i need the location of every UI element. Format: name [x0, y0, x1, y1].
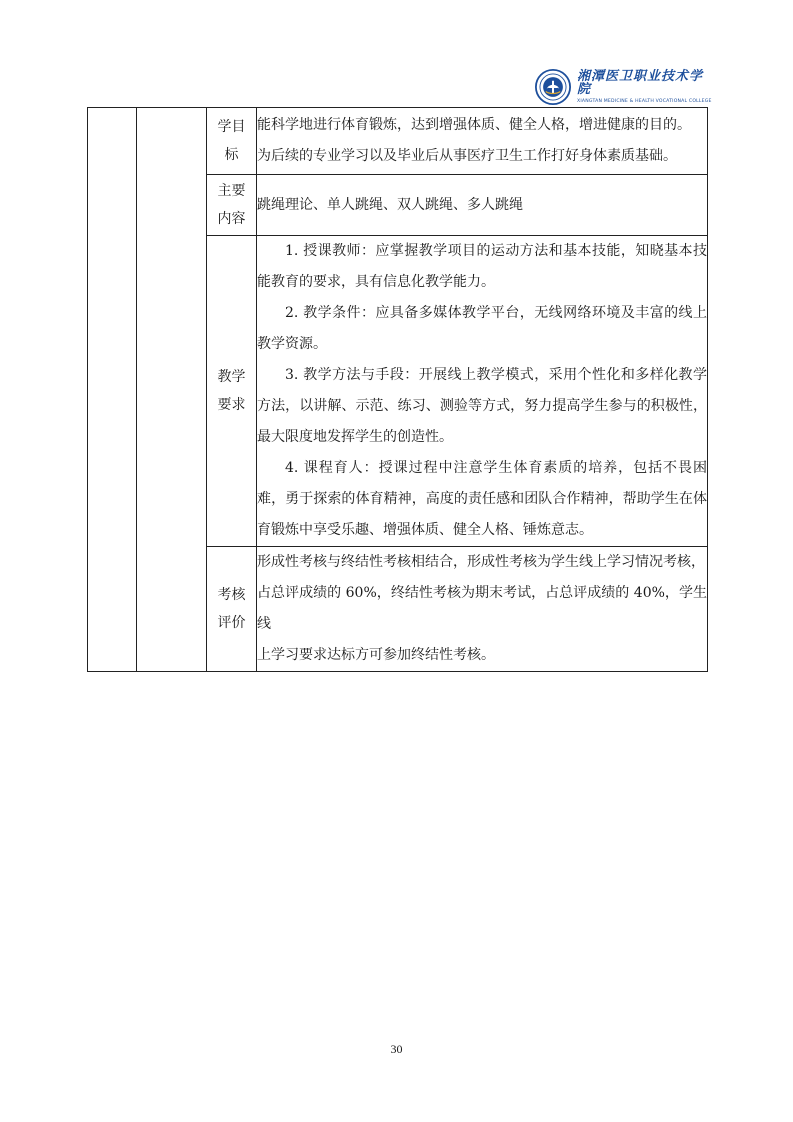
- row-content-main-content: [257, 175, 708, 236]
- label-line: 考核: [217, 587, 246, 603]
- blank-cell: [88, 108, 137, 672]
- content-line: 跳绳理论、单人跳绳、双人跳绳、多人跳绳: [257, 196, 523, 213]
- page-number: 30: [390, 1042, 403, 1056]
- requirement-paragraph: 1. 授课教师：应掌握教学项目的运动方法和基本技能，知晓基本技能教育的要求，具有信息化教学能力。: [257, 243, 707, 290]
- row-label-assessment: [207, 547, 257, 672]
- label-line: 教学: [217, 369, 246, 385]
- content-line: 占总评成绩的 60%，终结性考核为期末考试，占总评成绩的 40%，学生线: [257, 585, 707, 632]
- blank-cell: [137, 108, 207, 672]
- requirement-paragraph: 2. 教学条件：应具备多媒体教学平台，无线网络环境及丰富的线上教学资源。: [257, 305, 707, 352]
- content-line: 上学习要求达标方可参加终结性考核。: [257, 647, 495, 663]
- row-content-objectives: [257, 108, 708, 175]
- college-name-cn: 湘潭医卫职业技术学院: [577, 68, 704, 97]
- label-line: 内容: [217, 211, 246, 227]
- requirement-paragraph: 4. 课程育人：授课过程中注意学生体育素质的培养，包括不畏困难，勇于探索的体育精神，高度的责任感和团队合作精神，帮助学生在体育锻炼中享受乐趣、增强体质、健全人格、锤炼意志。: [257, 460, 707, 538]
- label-line: 学目: [217, 119, 246, 135]
- table-row: [88, 108, 708, 175]
- label-line: 主要: [217, 183, 246, 199]
- syllabus-table: [87, 107, 708, 672]
- row-content-assessment: [257, 547, 708, 672]
- college-logo: [535, 64, 710, 110]
- row-label-main-content: [207, 175, 257, 236]
- college-emblem-icon: [535, 69, 571, 105]
- row-label-teaching-requirements: [207, 236, 257, 547]
- label-line: 评价: [217, 615, 246, 631]
- label-line: 标: [224, 147, 239, 163]
- row-content-teaching-requirements: [257, 236, 708, 547]
- row-label-objectives: [207, 108, 257, 175]
- content-line: 形成性考核与终结性考核相结合，形成性考核为学生线上学习情况考核，: [257, 554, 705, 570]
- requirement-paragraph: 3. 教学方法与手段：开展线上教学模式，采用个性化和多样化教学方法，以讲解、示范、练习、测验等方式，努力提高学生参与的积极性，最大限度地发挥学生的创造性。: [257, 367, 707, 445]
- content-line: 为后续的专业学习以及毕业后从事医疗卫生工作打好身体素质基础。: [257, 148, 677, 164]
- content-line: 能科学地进行体育锻炼，达到增强体质、健全人格，增进健康的目的。: [257, 117, 691, 133]
- college-name-en: XIANGTAN MEDICINE & HEALTH VOCATIONAL COLLEGE: [577, 98, 712, 104]
- label-line: 要求: [217, 397, 246, 413]
